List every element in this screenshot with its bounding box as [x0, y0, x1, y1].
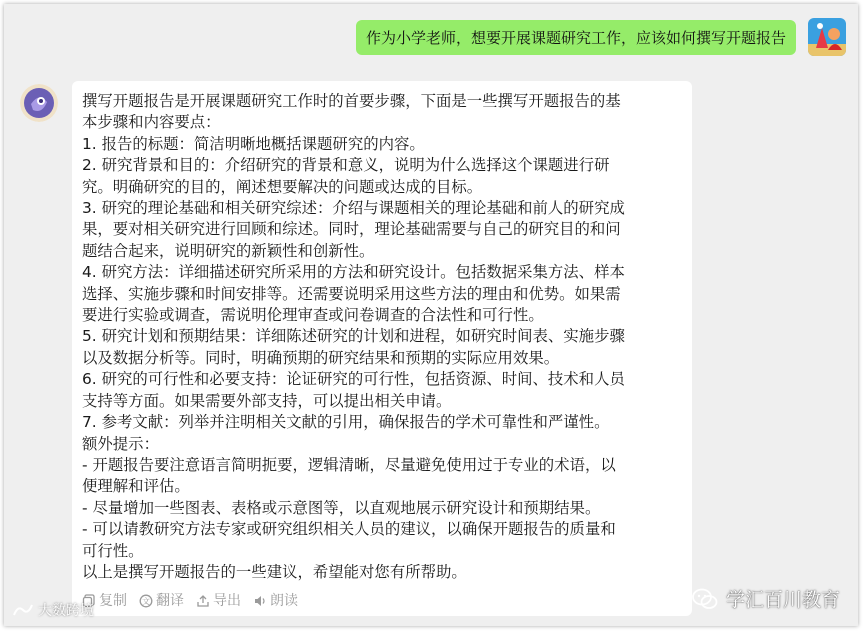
- chat-window: [4, 4, 858, 626]
- assistant-text-line: 5. 研究计划和预期结果：详细陈述研究的计划和进程，如研究时间表、实施步骤: [82, 327, 625, 346]
- assistant-text-line: - 开题报告要注意语言简明扼要，逻辑清晰，尽量避免使用过于专业的术语，以: [82, 455, 616, 474]
- read-aloud-label: 朗读: [270, 592, 298, 609]
- translate-label: 翻译: [156, 592, 184, 609]
- watermark-source: [12, 600, 94, 620]
- assistant-message-bubble: [72, 81, 692, 616]
- assistant-text-line: 果，要对相关研究进行回顾和综述。同时，理论基础需要与自己的研究目的和问: [82, 220, 621, 239]
- assistant-text-line: 本步骤和内容要点：: [82, 113, 221, 132]
- assistant-text-line: 4. 研究方法：详细描述研究所采用的方法和研究设计。包括数据采集方法、样本: [82, 263, 625, 282]
- assistant-text-line: 题结合起来，说明研究的新颖性和创新性。: [82, 241, 375, 260]
- speaker-icon: [253, 594, 267, 608]
- assistant-text-line: 究。明确研究的目的，阐述想要解决的问题或达成的目标。: [82, 177, 483, 196]
- watermark-brand: [692, 585, 840, 612]
- translate-icon: [139, 594, 153, 608]
- assistant-text-line: 2. 研究背景和目的：介绍研究的背景和意义，说明为什么选择这个课题进行研: [82, 156, 610, 175]
- assistant-text-line: 以及数据分析等。同时，明确预期的研究结果和预期的实际应用效果。: [82, 348, 560, 367]
- assistant-text-line: 选择、实施步骤和时间安排等。还需要说明采用这些方法的理由和优势。如果需: [82, 284, 621, 303]
- assistant-text-line: 便理解和评估。: [82, 477, 190, 496]
- translate-button[interactable]: [139, 591, 184, 612]
- assistant-text-line: 3. 研究的理论基础和相关研究综述：介绍与课题相关的理论基础和前人的研究成: [82, 199, 625, 218]
- export-label: 导出: [213, 592, 241, 609]
- read-aloud-button[interactable]: [253, 591, 298, 612]
- assistant-text-line: 要进行实验或调查，需说明伦理审查或问卷调查的合法性和可行性。: [82, 306, 544, 325]
- assistant-text-line: 7. 参考文献：列举并注明相关文献的引用，确保报告的学术可靠性和严谨性。: [82, 413, 610, 432]
- svg-text:文: 文: [142, 597, 150, 607]
- assistant-text-line: 1. 报告的标题：简洁明晰地概括课题研究的内容。: [82, 134, 425, 153]
- copy-label: 复制: [99, 592, 127, 609]
- assistant-text-line: - 尽量增加一些图表、表格或示意图等，以直观地展示研究设计和预期结果。: [82, 498, 601, 517]
- watermark-source-text: 大数跨境: [38, 603, 94, 619]
- assistant-text-line: 以上是撰写开题报告的一些建议，希望能对您有所帮助。: [82, 562, 467, 581]
- user-message-bubble: 作为小学老师，想要开展课题研究工作，应该如何撰写开题报告: [356, 20, 796, 55]
- user-message-row: [356, 18, 846, 56]
- assistant-text-line: 支持等方面。如果需要外部支持，可以提出相关申请。: [82, 391, 452, 410]
- message-action-bar: [82, 591, 298, 612]
- assistant-avatar[interactable]: [20, 84, 58, 122]
- user-avatar[interactable]: [808, 18, 846, 56]
- assistant-message-text: [82, 91, 682, 583]
- watermark-logo-icon: [12, 603, 34, 617]
- assistant-text-line: 额外提示：: [82, 434, 159, 453]
- assistant-text-line: 6. 研究的可行性和必要支持：论证研究的可行性，包括资源、时间、技术和人员: [82, 370, 625, 389]
- export-button[interactable]: [196, 591, 241, 612]
- wechat-icon: [692, 588, 718, 610]
- export-icon: [196, 594, 210, 608]
- assistant-text-line: 撰写开题报告是开展课题研究工作时的首要步骤，下面是一些撰写开题报告的基: [82, 92, 621, 110]
- watermark-brand-text: 学汇百川教育: [725, 589, 840, 611]
- assistant-text-line: - 可以请教研究方法专家或研究组织相关人员的建议，以确保开题报告的质量和: [82, 520, 616, 539]
- assistant-text-line: 可行性。: [82, 541, 144, 560]
